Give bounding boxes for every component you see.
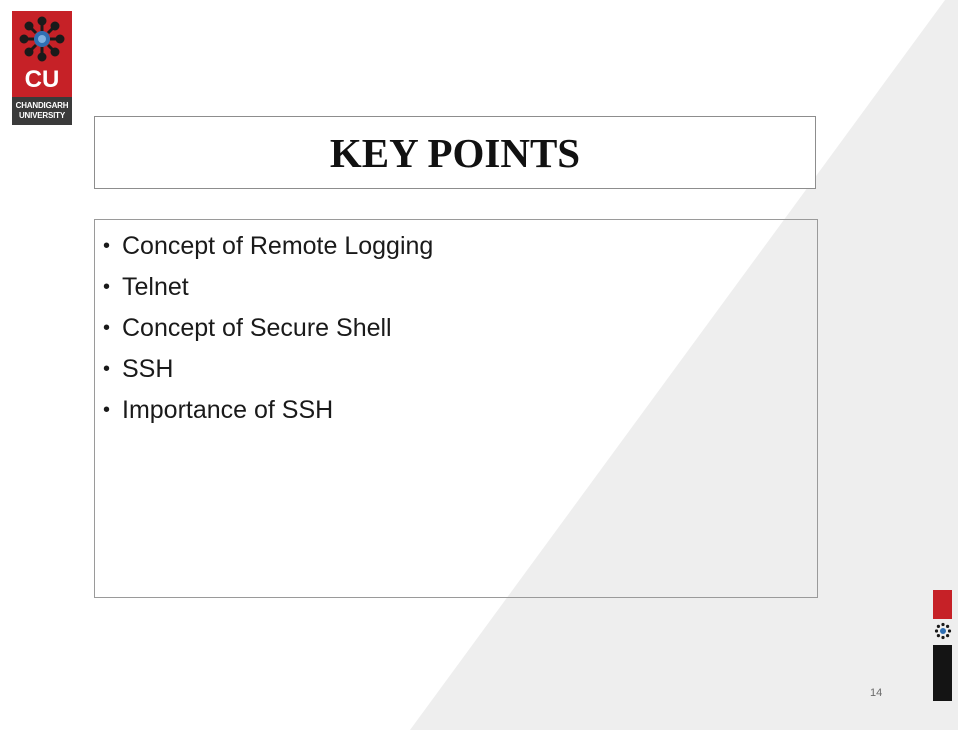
bullet-item (103, 267, 817, 308)
bullet-list (95, 220, 817, 431)
bullet-item (103, 349, 817, 390)
side-red-block (933, 590, 952, 619)
bullet-text: Telnet (122, 273, 189, 301)
logo-name-band (12, 97, 72, 125)
bullet-dot-icon: • (103, 317, 111, 339)
slide-title: KEY POINTS (329, 129, 581, 176)
bullet-dot-icon: • (103, 235, 111, 257)
bullet-item (103, 226, 817, 267)
bullet-dot-icon: • (103, 399, 111, 421)
bullet-dot-icon: • (103, 276, 111, 298)
bullet-item (103, 390, 817, 431)
side-dark-block (933, 645, 952, 701)
bullet-text: Concept of Remote Logging (122, 232, 434, 260)
logo-line-2: UNIVERSITY (18, 111, 65, 120)
bullet-text: SSH (122, 355, 174, 383)
logo-line-1: CHANDIGARH (15, 101, 69, 110)
page-number: 14 (870, 687, 883, 699)
content-box (94, 219, 818, 598)
title-box (94, 116, 816, 189)
bullet-dot-icon: • (103, 358, 111, 380)
emblem-icon (16, 13, 68, 65)
bullet-text: Concept of Secure Shell (122, 314, 392, 342)
university-logo (12, 11, 72, 125)
logo-abbrev: CU (24, 66, 60, 93)
gear-emblem-icon (934, 622, 952, 640)
bullet-item (103, 308, 817, 349)
bullet-text: Importance of SSH (122, 396, 334, 424)
